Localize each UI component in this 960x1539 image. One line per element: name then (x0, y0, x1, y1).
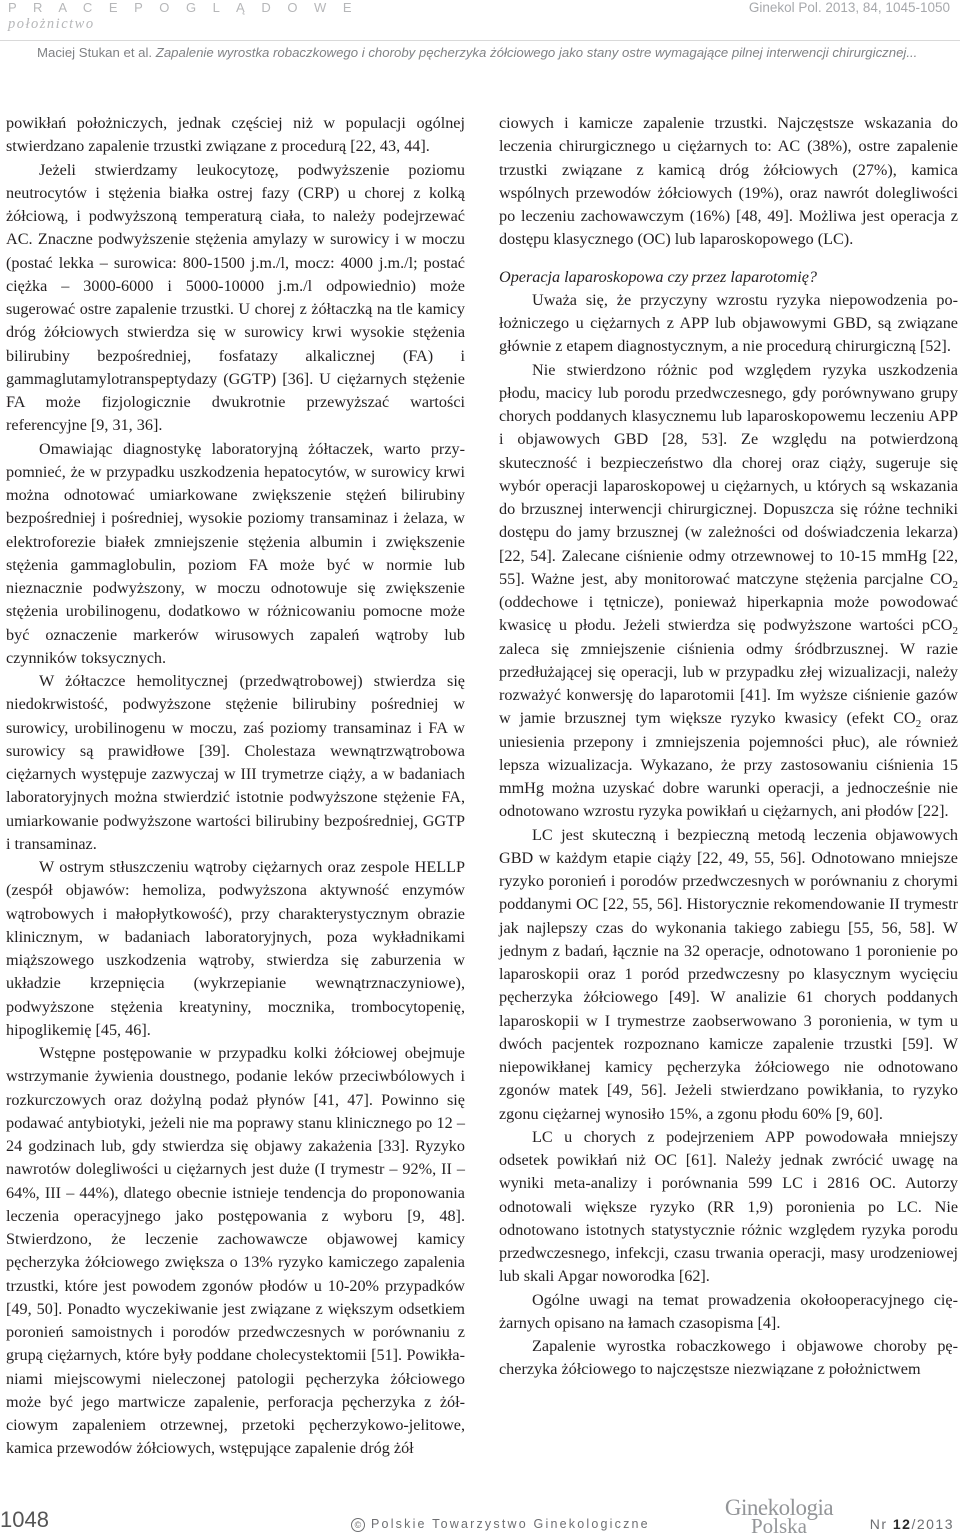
paragraph: powikłań położniczych, jednak częściej niż w populacji ogólnej stwierdzano zapalenie trzustki związane z procedurą [22, 43, 44]. (6, 114, 465, 156)
issue-year: /2013 (911, 1516, 954, 1532)
section-header (8, 0, 358, 33)
paragraph: LC u chorych z podejrzeniem APP powodowała mniejszy odsetek powikłań niż OC [61]. Należy jednak zwrócić uwagę na wyniki meta-analizy i porównania 599 LC i 2816 OC. Autorzy odnotowali większe ryzyko (RR 1,9) poronienia po LC. Nie odnotowano istotnych statystycznie różnic względem ryzyka porodu przedwczesnego, infekcji, czasu trwania operacji, masy urodzeniowej lub skali Apgar noworodka [62]. (499, 1127, 958, 1286)
text-run: oraz uniesienia przepony i zmniejszenia pojemności płuc), ale również lepsza wizualizacja. Wykazano, że przy zastosowaniu ciśnienia 15 mmHg można uzyskać dobre warunki operacji, a jednocześnie nie odnotowano wzrostu ryzyka powikłań u ciężarnych, ani płodów [22]. (499, 709, 958, 821)
publisher-line (351, 1516, 650, 1532)
left-column (6, 112, 465, 1461)
paragraph: Zapalenie wyrostka robaczkowego i objawowe choroby pęcherzyka żółciowego to najczęstsze niezwiązane z położnictwem (499, 1337, 958, 1379)
text-run: zaleca się zmniejszenie ciśnienia odmy śródbrzusznej. W razie przedłużającej się operacji, lub w przypadku złej wizualizacji, należy rozważyć konwersję do laparotomii [41]. Im wyższe ciśnienie gazów w jamie brzusznej tym większe ryzyko kwasicy (efekt CO (499, 639, 958, 728)
logo-line-1: Ginekologia (724, 1495, 834, 1520)
text-run: (oddechowe i tętnicze), ponieważ hiperkapnia może powodować kwasicę u płodu. Jeżeli stwierdza się podwyższone wartości pCO (499, 593, 958, 635)
journal-citation: Ginekol Pol. 2013, 84, 1045-1050 (748, 0, 950, 15)
paragraph: Omawiając diagnostykę laboratoryjną żółtaczek, warto przypomnieć, że w przypadku uszkodzenia hepatocytów, w surowicy krwi można odnotować umiarkowane zwiększenie stężeń bilirubiny bezpośredniej i pośredniej, wysokie poziomy transaminaz i żelaza, w elektroforezie białek zmniejszenie stężenia albumin i zwiększenie stężenia gammaglobulin, poziom FA może być w normie lub nieznacznie podwyższony, w moczu odnotowuje się zwiększenie stężenia urobilinogenu, dodatkowo w różnicowaniu pomocne może być oznaczenie markerów wirusowych zapaleń wątroby lub czynników toksycznych. (6, 439, 465, 667)
issue-number (870, 1516, 954, 1532)
paragraph (499, 359, 958, 824)
paragraph: Jeżeli stwierdzamy leukocytozę, podwyższenie poziomu neutrocytów i stężenia białka ostrej fazy (CRP) u chorej z kolką żółciową, i podwyższoną temperaturą ciała, to należy podejrzewać AC. Znaczne podwyższenie stężenia amylazy w surowicy i w moczu (postać lekka – surowica: 800-1500 j.m./l, mocz: 4000 j.m./l; postać ciężka – 3000-6000 i 5000-10000 j.m./l odpowiednio) może sugerować ostre zapalenie trzustki. U chorej z żółtaczką na tle kamicy dróg żółciowych stwierdza się w surowicy krwi wysokie stężenia bilirubiny bezpośredniej, fosfatazy alkalicznej (FA) i gammaglutamylotranspeptydazy (GGTP) [36]. U ciężarnych stężenie FA może fizjologicznie dwukrotnie przewyższać wartości referencyjne [9, 31, 36]. (6, 160, 465, 435)
section-label: P R A C E P O G L Ą D O W E (8, 0, 359, 15)
issue-prefix: Nr (869, 1516, 893, 1532)
paragraph: Wstępne postępowanie w przypadku kolki żółciowej obejmuje wstrzymanie żywienia doustnego, podanie leków przeciwbólowych i rozkurczowych oraz dożylną podaż płynów [41, 47]. Powinno się podawać antybiotyki, jeżeli nie ma poprawy stanu klinicznego po 12 – 24 godzinach lub, gdy stwierdza się objawy zakażenia [33]. Ryzyko nawrotów dolegliwości u ciężarnych jest duże (I trymestr – 92%, II – 64%, III – 44%), dlatego obecnie istnieje tendencja do proponowania leczenia operacyjnego jako postępowania z wyboru [9, 48]. Stwierdzono, że leczenie zachowawcze objawowej kamicy pęcherzyka żółciowego zwiększa o 13% ryzyko kamiczego zapalenia trzustki, które jest powodem zgonów płodów u 10-20% przypadków [49, 50]. Ponadto wyczekiwanie jest związane z większym odsetkiem poronień samoistnych i porodów przedwczesnych w porównaniu z grupą ciężarnych, które były poddane cholecystektomii [51]. Powikłaniami miejscowymi nieleczonej patologii pęcherzyka żółciowego może być jego martwicze zapalenie, perforacja pęcherzyka z żółciowym zapaleniem otrzewnej, przetoki pęcherzykowo-jelitowe, kamica przewodów żółciowych, wstępujące zapalenie dróg żół (6, 1044, 465, 1458)
paragraph: W żółtaczce hemolitycznej (przedwątrobowej) stwierdza się niedokrwistość, podwyższone stężenie bilirubiny pośredniej w surowicy, urobilinogenu w moczu, zaś poziomy transaminaz i FA w surowicy są prawidłowe [39]. Cholestaza wewnątrzwątrobowa ciężarnych występuje zazwyczaj w III trymetrze ciąży, a w badaniach laboratoryjnych można stwierdzić istotnie podwyższone stężenie FA, umiarkowanie podwyższone wartości bilirubiny bezpośredniej, GGTP i transaminaz. (6, 672, 465, 853)
paragraph: W ostrym stłuszczeniu wątroby ciężarnych oraz zespole HELLP (zespół objawów: hemoliza, podwyższona aktywność enzymów wątrobowych i małopłytkowość), przy charakterystycznym obrazie klinicznym, w badaniach laboratoryjnych, poza wykładnikami miąższowego uszkodzenia wątroby, stwierdza się zaburzenia w układzie krzepnięcia (wykrzepianie wewnątrznaczyniowe), podwyższone stężenia kreatyniny, mocznika, trombocytopenię, hipoglikemię [45, 46]. (6, 858, 465, 1039)
text-run: Nie stwierdzono różnic pod względem ryzyka uszkodzenia płodu, macicy lub porodu przedwczesnego, gdy porównywano grupy chorych poddanych klasycznemu lub laparoskopowemu leczeniu APP i objawowych GBD [28, 53]. Ze względu na potwierdzoną skuteczność i bezpieczeństwo dla chorej oraz ciąży, sugeruje się wybór operacji laparoskopowej u ciężarnych, u których są wskazania do brzusznej interwencji chirurgicznej. Dopuszcza się różne techniki dostępu do jamy brzusznej (w zależności od doświadczenia lekarza) [22, 54]. Zalecane ciśnienie odmy otrzewnowej to 10-15 mmHg [22, 55]. Ważne jest, aby monitorować matczyne stężenia parcjalne CO (499, 360, 958, 588)
right-column (499, 112, 958, 1382)
paragraph: ciowych i kamicze zapalenie trzustki. Najczęstsze wskazania do leczenia chirurgicznego u ciężarnych to: AC (38%), ostre zapalenie trzustki związane z kamicą dróg żółciowych (27%), kamica wspólnych przewodów żółciowych (19%), oraz nawrót dolegliwości po leczeniu zachowawczym (16%) [48, 49]. Możliwa jest operacja z dostępu klasycznego (OC) lub laparoskopowego (LC). (499, 114, 958, 249)
page-number: 1048 (0, 1507, 49, 1532)
publisher-name: Polskie Towarzystwo Ginekologiczne (371, 1517, 650, 1531)
paragraph: Uważa się, że przyczyny wzrostu ryzyka niepowodzenia położniczego u ciężarnych z APP lub objawowymi GBD, są związane głównie z etapem diagnostycznym, a nie procedurą chirurgiczną [52]. (499, 290, 958, 356)
subscript: 2 (952, 578, 958, 591)
issue-number-value: 12 (892, 1516, 912, 1532)
running-head-title: Zapalenie wyrostka robaczkowego i choroby pęcherzyka żółciowego jako stany ostre wymagające pilnej interwencji chirurgicznej... (155, 45, 918, 60)
running-head-authors: Maciej Stukan et al. (37, 45, 153, 60)
copyright-icon: © (351, 1518, 365, 1532)
subsection-label: położnictwo (8, 16, 95, 32)
header-divider (0, 40, 960, 41)
section-heading: Operacja laparoskopowa czy przez laparotomię? (499, 267, 818, 286)
subscript: 2 (952, 625, 958, 638)
paragraph: Ogólne uwagi na temat prowadzenia okołooperacyjnego ciężarnych opisano na łamach czasopisma [4]. (499, 1290, 958, 1332)
running-head (37, 45, 957, 61)
journal-logo (716, 1495, 842, 1538)
paragraph: LC jest skuteczną i bezpieczną metodą leczenia objawowych GBD w każdym etapie ciąży [22, 49, 55, 56]. Odnotowano mniejsze ryzyko poronień i porodów przedwczesnych w porównaniu z chorymi poddanymi OC [22, 55, 56]. Historycznie rekomendowanie II trymestr jak najlepszy czas do wykonania takiego zabiegu [55, 56, 58]. W jednym z badań, łącznie na 32 operacje, odnotowano 1 poronienie po laparoskopii oraz 1 poród przedwczesny po klasycznym wycięciu pęcherzyka żółciowego [49]. W analizie 61 chorych poddanych laparoskopii w I trymestrze zaobserwowano 3 poronienia, w tym u dwóch pacjentek rozpoznano kamicze zapalenie trzustki [59]. W niepowikłanej kamicy pęcherzyka żółciowego nie odnotowano zgonów matek [49, 56]. Jeżeli stwierdzano powikłania, to ryzyko zgonu ciężarnej wynosiło 15%, a zgonu płodu 60% [9, 60]. (499, 825, 958, 1123)
subscript: 2 (915, 718, 922, 731)
logo-line-2: Polska (750, 1514, 807, 1538)
